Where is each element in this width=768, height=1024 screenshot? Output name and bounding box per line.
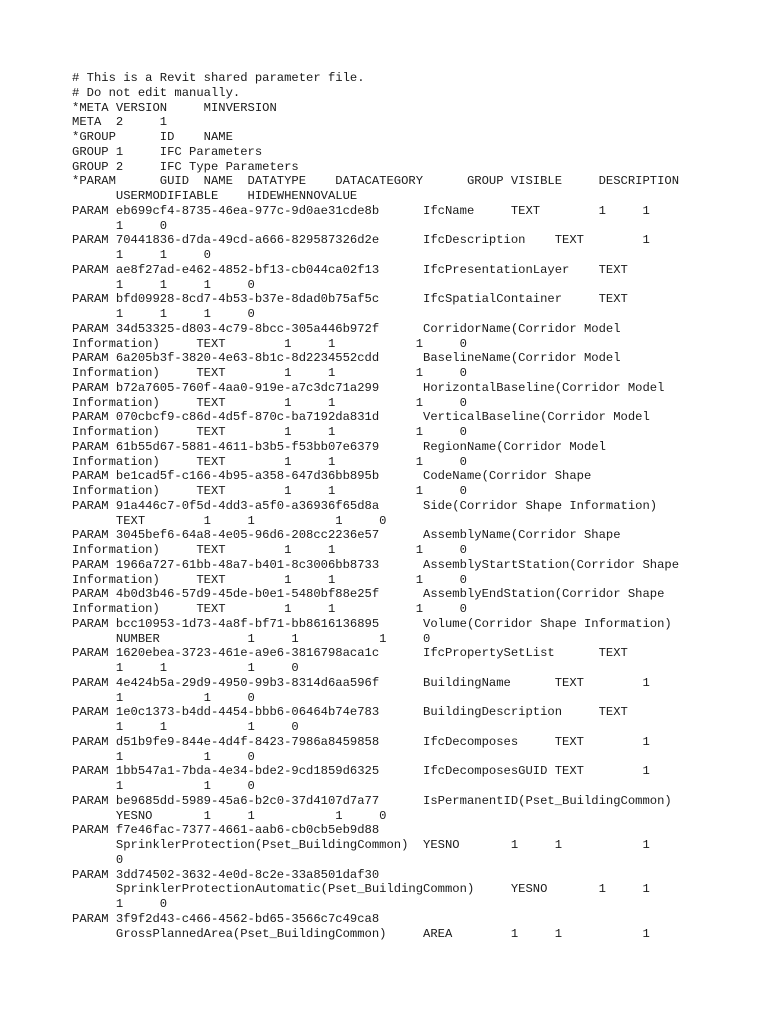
document-line: 1 0 [72, 897, 168, 911]
document-line: PARAM bfd09928-8cd7-4b53-b37e-8dad0b75af5c IfcSpatialContainer TEXT [72, 292, 628, 307]
document-line: PARAM 1e0c1373-b4dd-4454-bbb6-06464b74e783 BuildingDescription TEXT [72, 705, 628, 720]
document-line: PARAM 61b55d67-5881-4611-b3b5-f53bb07e6379 RegionName(Corridor Model [72, 439, 606, 454]
document-line: 1 1 1 0 [72, 277, 255, 292]
document-line: # Do not edit manually. [72, 85, 241, 100]
shared-parameter-file-text [72, 71, 762, 941]
document-line: PARAM f7e46fac-7377-4661-aab6-cb0cb5eb9d88 [72, 823, 380, 838]
document-line: PARAM b72a7605-760f-4aa0-919e-a7c3dc71a299 HorizontalBaseline(Corridor Model [72, 380, 665, 395]
document-line: Information) TEXT 1 1 1 0 [72, 336, 467, 351]
document-line: PARAM 1966a727-61bb-48a7-b401-8c3006bb8733 AssemblyStartStation(Corridor Shape [72, 557, 680, 572]
document-line: 1 1 0 [72, 779, 255, 793]
document-line: PARAM 3f9f2d43-c466-4562-bd65-3566c7c49ca8 [72, 911, 380, 926]
document-line: PARAM 70441836-d7da-49cd-a666-829587326d2e IfcDescription TEXT 1 [72, 233, 650, 248]
document-line: Information) TEXT 1 1 1 0 [72, 366, 467, 380]
document-line: *META VERSION MINVERSION [72, 100, 277, 115]
document-line: PARAM 4b0d3b46-57d9-45de-b0e1-5480bf88e25f AssemblyEndStation(Corridor Shape [72, 587, 665, 602]
document-line: NUMBER 1 1 1 0 [72, 631, 431, 646]
document-line: # This is a Revit shared parameter file. [72, 71, 365, 85]
document-line: Information) TEXT 1 1 1 0 [72, 572, 467, 587]
document-line: Information) TEXT 1 1 1 0 [72, 602, 467, 616]
document-line: USERMODIFIABLE HIDEWHENNOVALUE [72, 189, 358, 203]
document-line: PARAM 6a205b3f-3820-4e63-8b1c-8d2234552cdd BaselineName(Corridor Model [72, 351, 621, 366]
document-line: GROUP 1 IFC Parameters [72, 144, 263, 159]
document-line: PARAM 3dd74502-3632-4e0d-8c2e-33a8501daf30 [72, 867, 380, 882]
document-line: PARAM 3045bef6-64a8-4e05-96d6-208cc2236e57 AssemblyName(Corridor Shape [72, 528, 621, 543]
document-line: PARAM 4e424b5a-29d9-4950-99b3-8314d6aa596f BuildingName TEXT 1 [72, 675, 650, 690]
document-line: 1 1 0 [72, 749, 255, 764]
document-line: META 2 1 [72, 115, 168, 130]
document-line: GrossPlannedArea(Pset_BuildingCommon) AREA 1 1 1 [72, 926, 650, 941]
document-line: *GROUP ID NAME [72, 130, 233, 144]
document-line: PARAM eb699cf4-8735-46ea-977c-9d0ae31cde8b IfcName TEXT 1 1 [72, 203, 650, 218]
document-line: PARAM 91a446c7-0f5d-4dd3-a5f0-a36936f65d8a Side(Corridor Shape Information) [72, 498, 658, 513]
document-line: 0 [72, 852, 124, 867]
document-line: YESNO 1 1 1 0 [72, 808, 387, 823]
document-line: 1 1 0 [72, 248, 211, 262]
document-line: PARAM bcc10953-1d73-4a8f-bf71-bb8616136895 Volume(Corridor Shape Information) [72, 616, 672, 631]
document-line: 1 1 1 0 [72, 720, 299, 734]
document-line: Information) TEXT 1 1 1 0 [72, 454, 467, 469]
document-line: PARAM 1bb547a1-7bda-4e34-bde2-9cd1859d6325 IfcDecomposesGUID TEXT 1 [72, 764, 650, 779]
document-line: PARAM ae8f27ad-e462-4852-bf13-cb044ca02f13 IfcPresentationLayer TEXT [72, 262, 628, 277]
document-line: TEXT 1 1 1 0 [72, 513, 387, 528]
document-line: 1 1 1 0 [72, 307, 255, 321]
document-line: *PARAM GUID NAME DATATYPE DATACATEGORY GROUP VISIBLE DESCRIPTION [72, 174, 680, 189]
document-line: SprinklerProtectionAutomatic(Pset_BuildingCommon) YESNO 1 1 [72, 882, 650, 897]
document-line: PARAM 070cbcf9-c86d-4d5f-870c-ba7192da831d VerticalBaseline(Corridor Model [72, 410, 650, 425]
document-line: Information) TEXT 1 1 1 0 [72, 395, 467, 410]
document-line: Information) TEXT 1 1 1 0 [72, 425, 467, 439]
document-line: PARAM be9685dd-5989-45a6-b2c0-37d4107d7a77 IsPermanentID(Pset_BuildingCommon) [72, 793, 672, 808]
document-line: PARAM 34d53325-d803-4c79-8bcc-305a446b972f CorridorName(Corridor Model [72, 321, 621, 336]
document-line: 1 0 [72, 218, 168, 233]
document-line: PARAM be1cad5f-c166-4b95-a358-647d36bb895b CodeName(Corridor Shape [72, 469, 592, 484]
document-line: PARAM 1620ebea-3723-461e-a9e6-3816798aca1c IfcPropertySetList TEXT [72, 646, 628, 661]
document-line: Information) TEXT 1 1 1 0 [72, 543, 467, 557]
document-line: PARAM d51b9fe9-844e-4d4f-8423-7986a8459858 IfcDecomposes TEXT 1 [72, 734, 650, 749]
document-line: 1 1 1 0 [72, 661, 299, 675]
document-line: GROUP 2 IFC Type Parameters [72, 159, 299, 174]
document-line: Information) TEXT 1 1 1 0 [72, 484, 467, 498]
document-line: 1 1 0 [72, 690, 255, 705]
document-line: SprinklerProtection(Pset_BuildingCommon) YESNO 1 1 1 [72, 838, 650, 852]
